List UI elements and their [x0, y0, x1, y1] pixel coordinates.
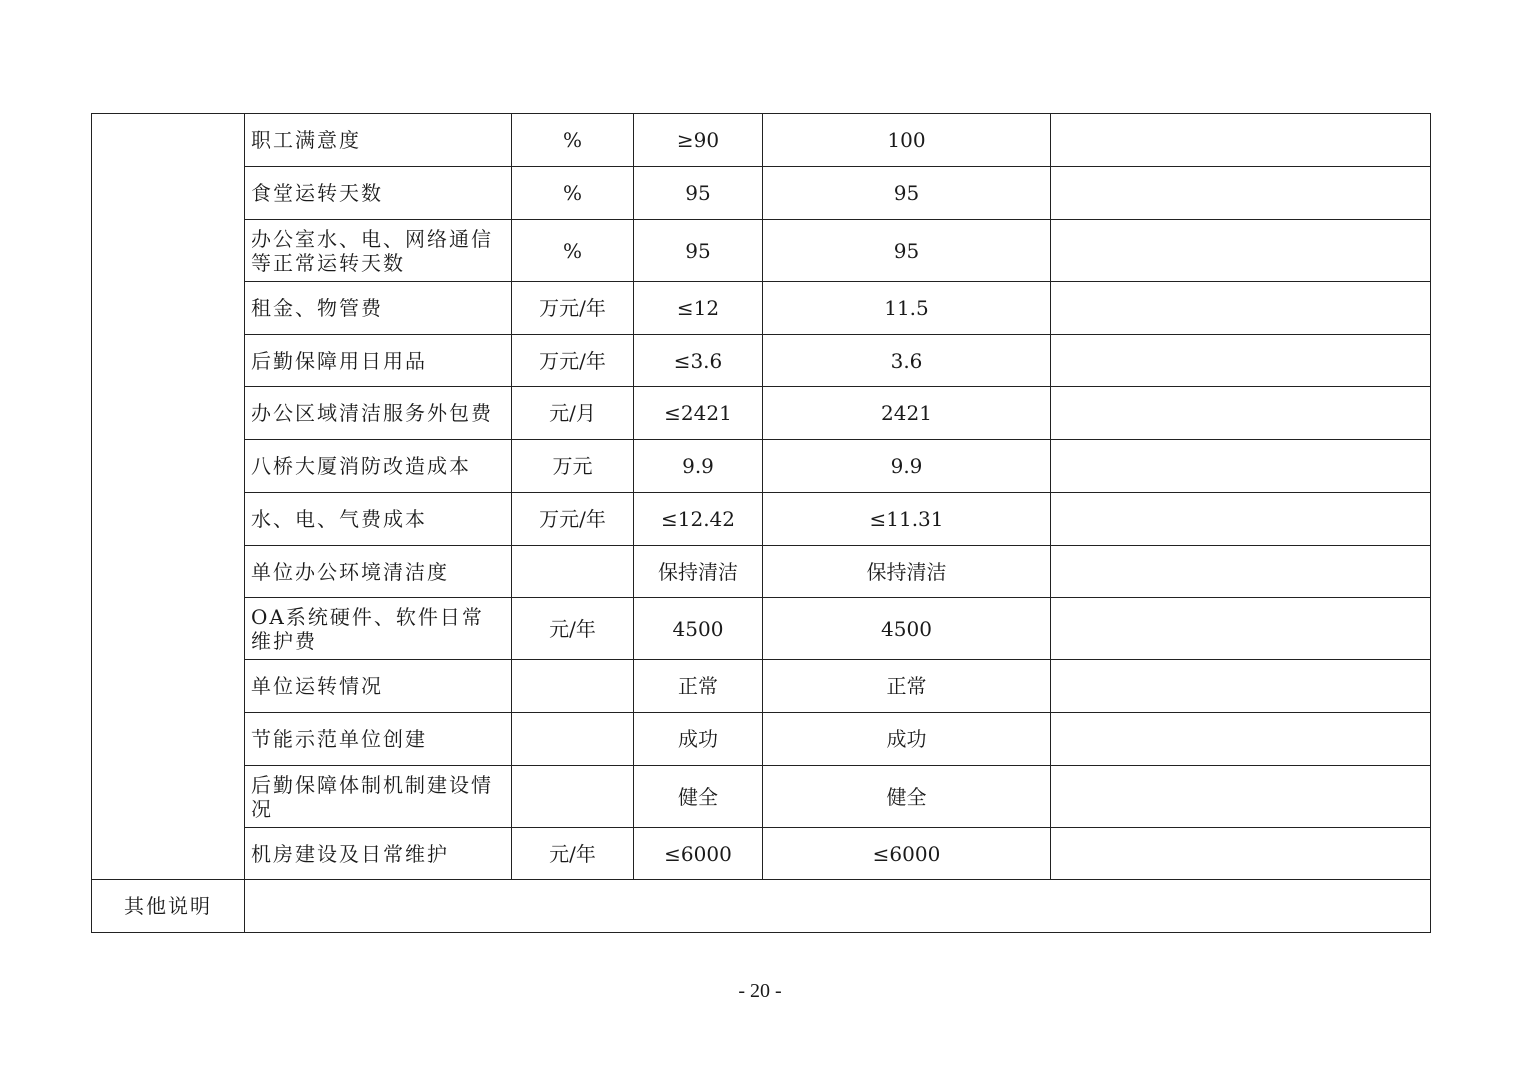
metric-unit: 万元/年	[512, 335, 634, 387]
metric-unit: 元/年	[512, 828, 634, 880]
metric-note	[1051, 828, 1431, 880]
metric-unit	[512, 766, 634, 828]
metric-unit	[512, 713, 634, 766]
metric-target: ≤3.6	[634, 335, 763, 387]
metric-name: 水、电、气费成本	[245, 493, 512, 546]
metric-target: 健全	[634, 766, 763, 828]
metric-name: 单位办公环境清洁度	[245, 546, 512, 598]
metric-note	[1051, 660, 1431, 713]
table-row	[92, 493, 1431, 546]
metric-actual: 95	[763, 220, 1051, 282]
metric-actual: 成功	[763, 713, 1051, 766]
page-number: - 20 -	[738, 980, 782, 1002]
metric-note	[1051, 713, 1431, 766]
metric-note	[1051, 387, 1431, 440]
metric-target: 正常	[634, 660, 763, 713]
metric-actual: 健全	[763, 766, 1051, 828]
metric-name: 租金、物管费	[245, 282, 512, 335]
metric-target: 成功	[634, 713, 763, 766]
metric-note	[1051, 335, 1431, 387]
metric-actual: 4500	[763, 598, 1051, 660]
table-row	[92, 546, 1431, 598]
metric-note	[1051, 440, 1431, 493]
metric-target: ≤2421	[634, 387, 763, 440]
metric-note	[1051, 220, 1431, 282]
metric-actual: 正常	[763, 660, 1051, 713]
metric-unit: %	[512, 167, 634, 220]
metric-name: OA系统硬件、软件日常维护费	[245, 598, 512, 660]
metric-unit: 元/月	[512, 387, 634, 440]
metric-target: ≤12.42	[634, 493, 763, 546]
metric-target: 95	[634, 220, 763, 282]
metric-target: ≤6000	[634, 828, 763, 880]
metric-actual: ≤6000	[763, 828, 1051, 880]
metric-unit: %	[512, 114, 634, 167]
metric-unit	[512, 660, 634, 713]
metric-name: 机房建设及日常维护	[245, 828, 512, 880]
table-row	[92, 220, 1431, 282]
metric-actual: 11.5	[763, 282, 1051, 335]
metric-name: 办公区域清洁服务外包费	[245, 387, 512, 440]
metric-note	[1051, 766, 1431, 828]
other-notes-row	[92, 880, 1431, 933]
metric-actual: ≤11.31	[763, 493, 1051, 546]
metric-note	[1051, 598, 1431, 660]
table-row	[92, 828, 1431, 880]
metric-note	[1051, 167, 1431, 220]
metric-target: ≤12	[634, 282, 763, 335]
metric-name: 食堂运转天数	[245, 167, 512, 220]
metric-actual: 保持清洁	[763, 546, 1051, 598]
metric-target: ≥90	[634, 114, 763, 167]
metric-actual: 100	[763, 114, 1051, 167]
metric-actual: 9.9	[763, 440, 1051, 493]
metric-actual: 2421	[763, 387, 1051, 440]
metric-name: 单位运转情况	[245, 660, 512, 713]
table-row	[92, 167, 1431, 220]
other-notes-label: 其他说明	[92, 880, 245, 933]
performance-indicator-table	[91, 113, 1431, 933]
metric-note	[1051, 546, 1431, 598]
metric-name: 后勤保障体制机制建设情况	[245, 766, 512, 828]
table-row	[92, 660, 1431, 713]
metric-note	[1051, 114, 1431, 167]
metric-actual: 95	[763, 167, 1051, 220]
metric-unit: 万元/年	[512, 282, 634, 335]
metric-actual: 3.6	[763, 335, 1051, 387]
metric-unit: 万元	[512, 440, 634, 493]
metric-target: 9.9	[634, 440, 763, 493]
metric-unit	[512, 546, 634, 598]
metric-unit: 元/年	[512, 598, 634, 660]
metric-name: 后勤保障用日用品	[245, 335, 512, 387]
metric-name: 职工满意度	[245, 114, 512, 167]
table-row	[92, 387, 1431, 440]
table-row	[92, 335, 1431, 387]
metric-name: 办公室水、电、网络通信等正常运转天数	[245, 220, 512, 282]
table-row	[92, 114, 1431, 167]
metric-note	[1051, 493, 1431, 546]
table-row	[92, 598, 1431, 660]
metric-note	[1051, 282, 1431, 335]
metric-target: 保持清洁	[634, 546, 763, 598]
metric-target: 95	[634, 167, 763, 220]
table-row	[92, 282, 1431, 335]
metric-unit: %	[512, 220, 634, 282]
category-cell	[92, 114, 245, 880]
other-notes-value	[245, 880, 1431, 933]
metric-name: 节能示范单位创建	[245, 713, 512, 766]
table-row	[92, 440, 1431, 493]
table-row	[92, 713, 1431, 766]
table-row	[92, 766, 1431, 828]
metric-name: 八桥大厦消防改造成本	[245, 440, 512, 493]
metric-unit: 万元/年	[512, 493, 634, 546]
metric-target: 4500	[634, 598, 763, 660]
